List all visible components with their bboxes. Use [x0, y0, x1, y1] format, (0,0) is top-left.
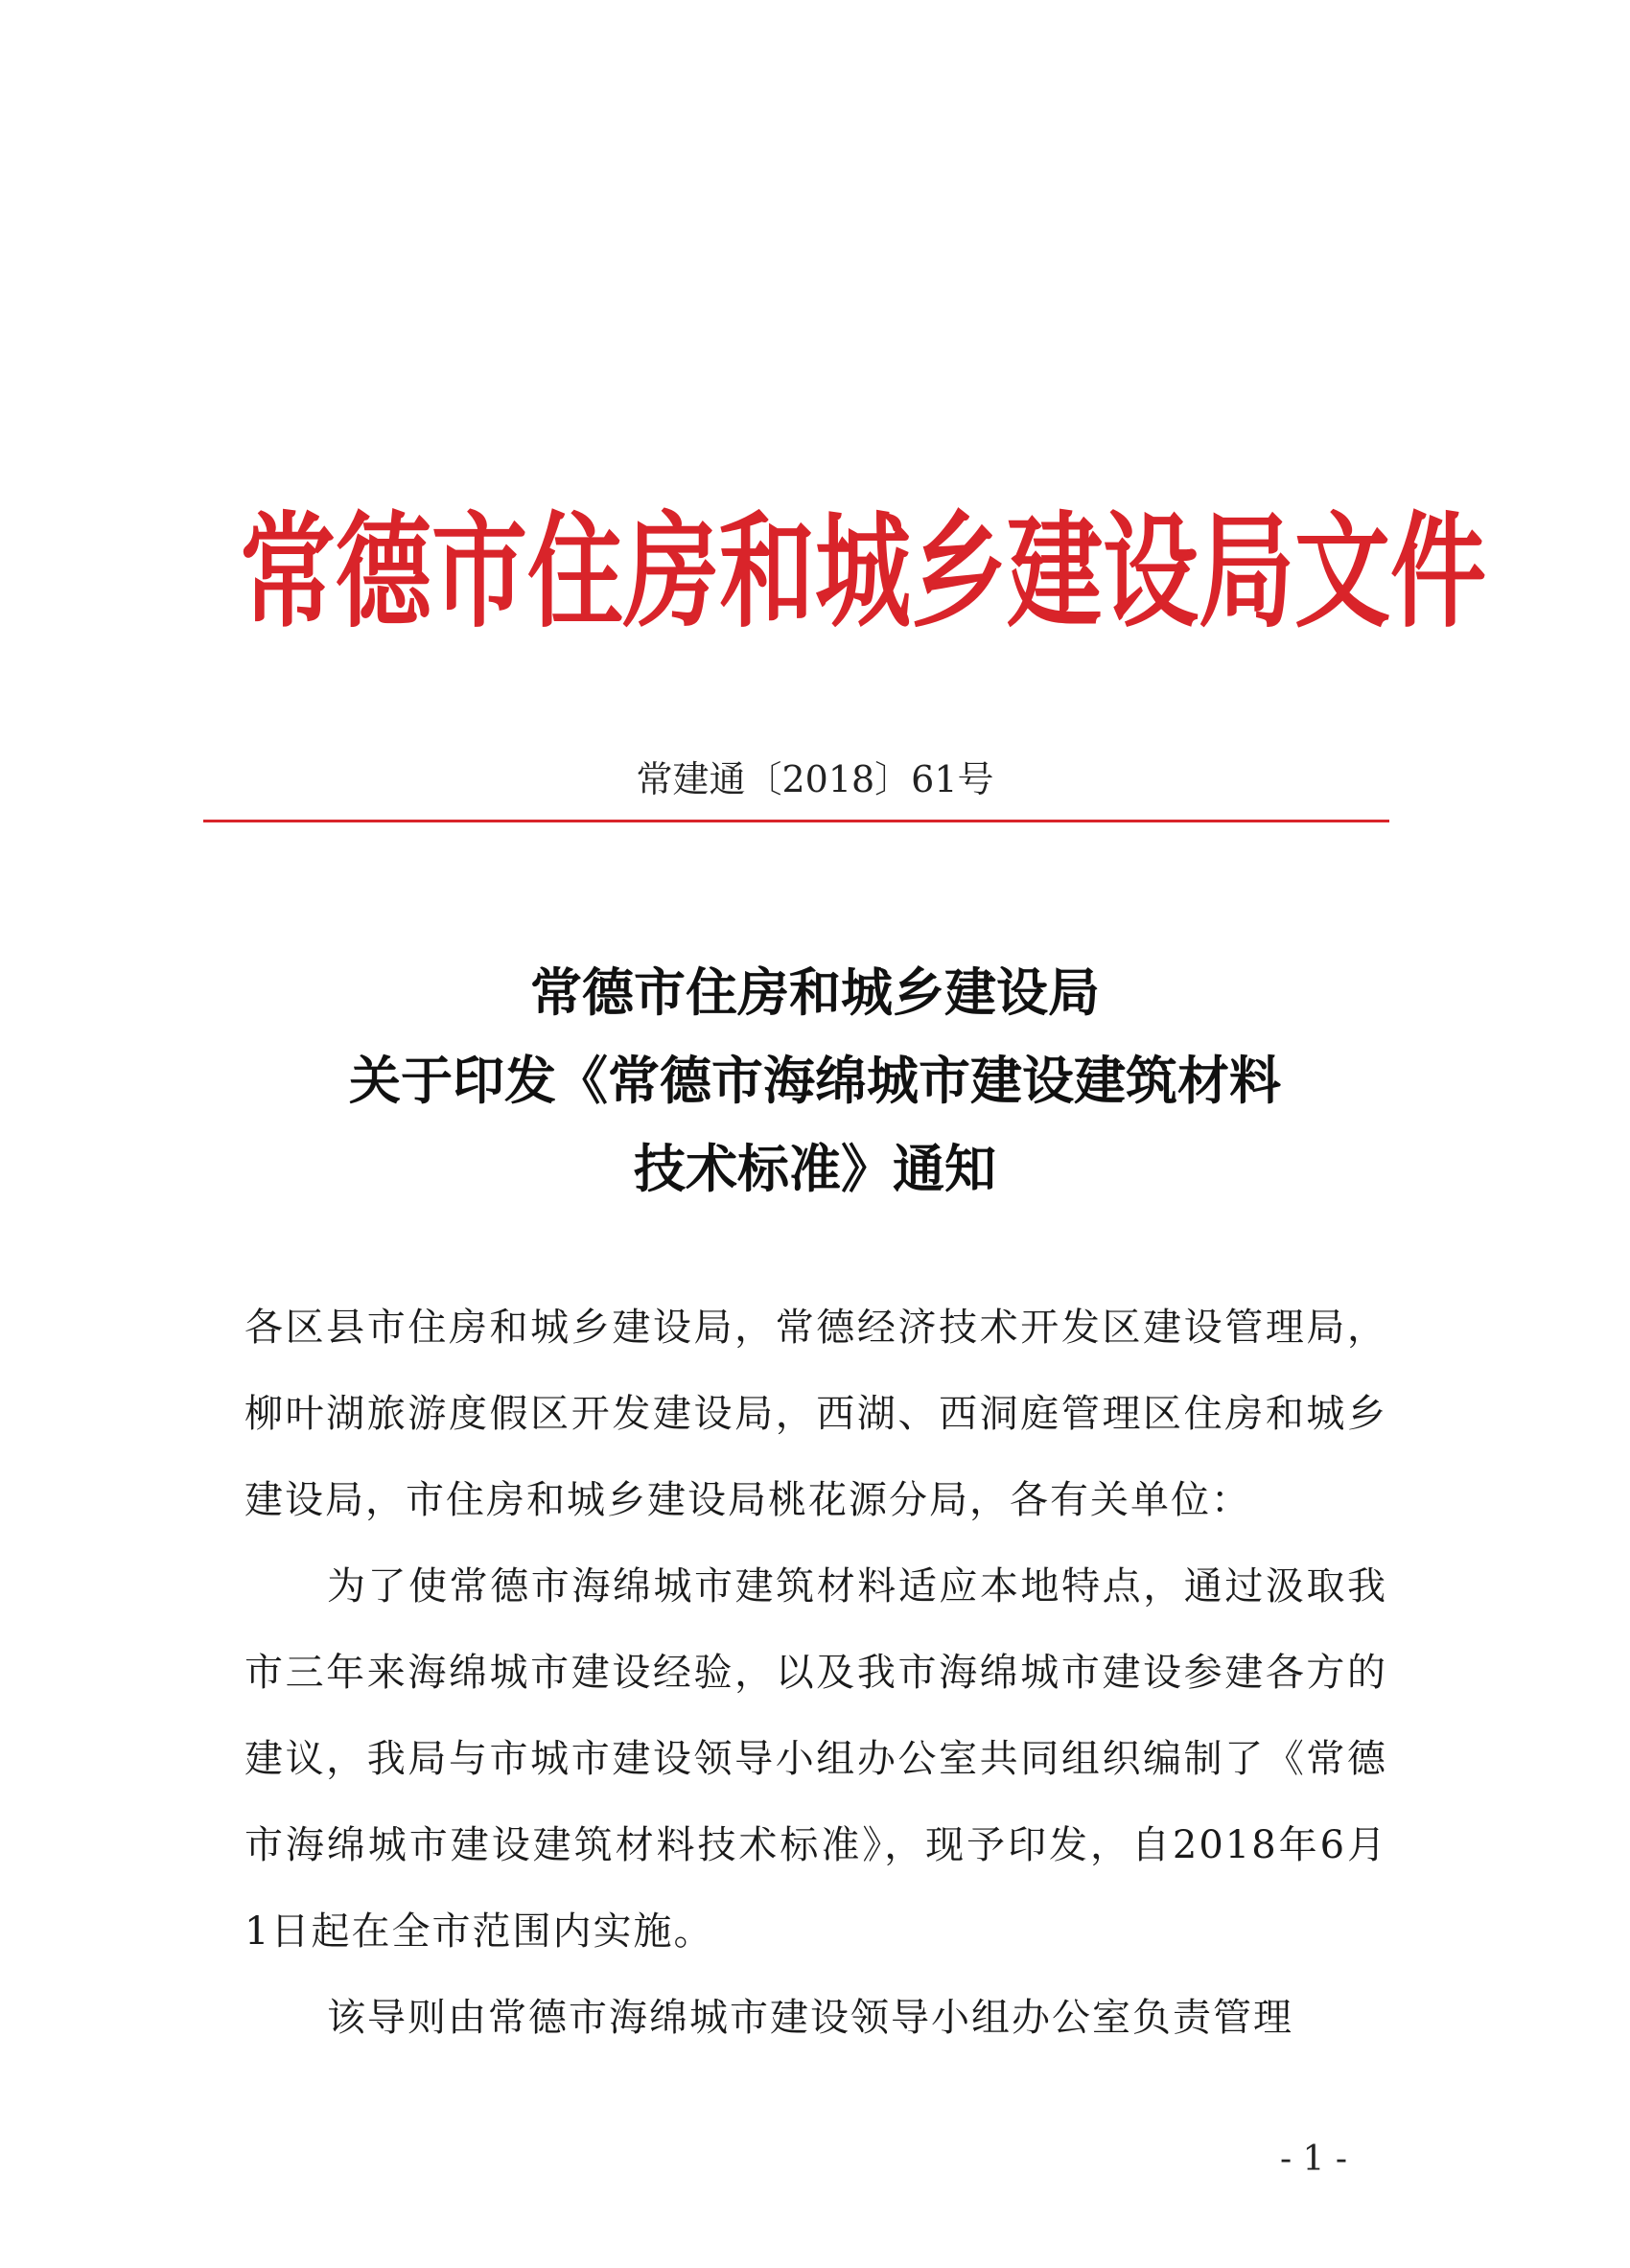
document-title: [144, 949, 1486, 1214]
body-paragraph-2: 该导则由常德市海绵城市建设领导小组办公室负责管理: [327, 1996, 1293, 2040]
document-number: 常建通〔2018〕61号: [636, 758, 994, 800]
red-divider-line: [203, 820, 1389, 822]
page-number: - 1 -: [1279, 2140, 1348, 2179]
title-line-3: 技术标准》通知: [634, 1139, 996, 1199]
document-body: [244, 1284, 1387, 2061]
title-line-1: 常德市住房和城乡建设局: [530, 962, 1100, 1023]
addressee-paragraph: 各区县市住房和城乡建设局，常德经济技术开发区建设管理局，柳叶湖旅游度假区开发建设局，西湖、西洞庭管理区住房和城乡建设局，市住房和城乡建设局桃花源分局，各有关单位：: [244, 1306, 1387, 1522]
masthead-title: 常德市住房和城乡建设局文件: [240, 498, 1486, 645]
title-line-2: 关于印发《常德市海绵城市建设建筑材料: [349, 1051, 1281, 1111]
body-paragraph-1: 为了使常德市海绵城市建筑材料适应本地特点，通过汲取我市三年来海绵城市建设经验，以及我市海绵城市建设参建各方的建议，我局与市城市建设领导小组办公室共同组织编制了《常德市海绵城市建设建筑材料技术标准》，现予印发，自2018年6月1日起在全市范围内实施。: [244, 1564, 1387, 1954]
